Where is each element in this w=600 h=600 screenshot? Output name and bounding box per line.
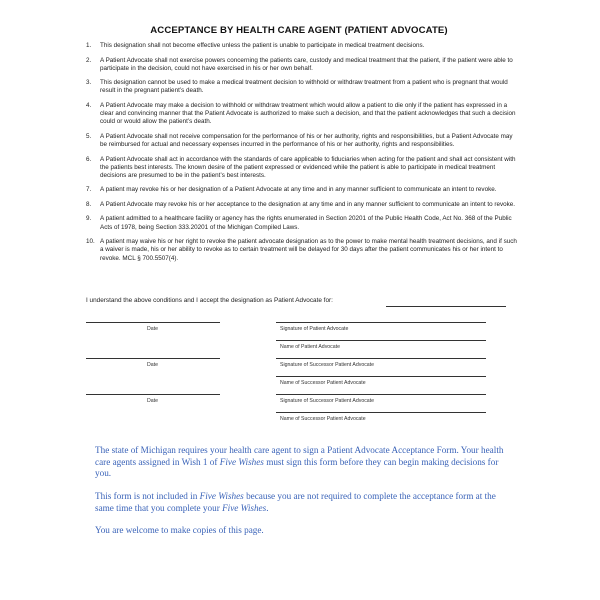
- advocate-name-line[interactable]: [276, 340, 486, 341]
- successor-2-name-label: Name of Successor Patient Advocate: [280, 416, 366, 422]
- date-label-1: Date: [147, 326, 158, 332]
- condition-number: 1.: [86, 42, 92, 49]
- condition-item: [86, 133, 518, 149]
- copies-note: You are welcome to make copies of this page.: [95, 525, 264, 535]
- five-wishes-title: Five Wishes: [199, 491, 244, 501]
- condition-number: 9.: [86, 215, 92, 223]
- condition-item: [86, 156, 518, 181]
- condition-text: This designation cannot be used to make a medical treatment decision to withhold or withdraw treatment from a patient who is pregnant that would result in the pregnant patient’s death.: [100, 79, 508, 95]
- successor-1-signature-label: Signature of Successor Patient Advocate: [280, 362, 375, 368]
- note-text: This form is not included in: [95, 491, 200, 501]
- condition-number: 7.: [86, 186, 92, 194]
- condition-number: 3.: [86, 79, 92, 87]
- condition-text: A patient may waive his or her right to revoke the patient advocate designation as to the power to make mental health treatment decisions, and if such a waiver is made, his or her ability to revoke as to certain treatment will be delayed for 30 days after the patient communicates his or her intent to revoke. MCL § 700.5507(4).: [100, 238, 517, 262]
- patient-name-line[interactable]: [386, 306, 506, 307]
- condition-item: [86, 79, 518, 95]
- condition-number: 8.: [86, 200, 92, 208]
- successor-1-signature-line[interactable]: [276, 358, 486, 359]
- note-text: must sign this form before they can begin making decisions for you.: [95, 456, 499, 479]
- condition-text: A Patient Advocate may make a decision to withhold or withdraw treatment which would allow a patient to die only if the patient has expressed in a clear and convincing manner that the Patient Advocate is authorized to make such a decision, and that the patient acknowledges that such a decision could or would allow the patient’s death.: [100, 101, 516, 126]
- acknowledgement-text: I understand the above conditions and I accept the designation as Patient Advocate for:: [86, 297, 333, 304]
- condition-item: [86, 186, 518, 194]
- advocate-name-label: Name of Patient Advocate: [280, 344, 340, 350]
- advocate-signature-label: Signature of Patient Advocate: [280, 326, 349, 332]
- condition-number: 4.: [86, 101, 92, 109]
- five-wishes-title: Five Wishes: [222, 502, 267, 513]
- date-label-3: Date: [147, 398, 158, 404]
- condition-item: [86, 102, 518, 127]
- condition-item: [86, 238, 518, 263]
- date-label-2: Date: [147, 362, 158, 368]
- successor-2-name-line[interactable]: [276, 412, 486, 413]
- condition-item: [86, 42, 518, 50]
- not-included-note: [95, 491, 515, 514]
- condition-text: A Patient Advocate shall not exercise powers concerning the patients care, custody and medical treatment that the patient, if the patient were able to participate in the decision, could not have exercised in his or her own behalf.: [100, 56, 513, 72]
- condition-text: This designation shall not become effective unless the patient is unable to participate in medical treatment decisions.: [100, 42, 425, 49]
- condition-text: A Patient Advocate shall act in accordance with the standards of care applicable to fiduciaries when acting for the patient and shall act consistent with the patients best interests. The known desire of the patient expressed or evidenced while the patient is able to participate in medical treatment decisions are presumed to be in the patient’s best interests.: [100, 155, 516, 179]
- date-line-3[interactable]: [86, 394, 220, 395]
- successor-2-signature-label: Signature of Successor Patient Advocate: [280, 398, 375, 404]
- date-line-1[interactable]: [86, 322, 220, 323]
- date-line-2[interactable]: [86, 358, 220, 359]
- condition-item: [86, 57, 518, 73]
- page-title: ACCEPTANCE BY HEALTH CARE AGENT (PATIENT ADVOCATE): [150, 25, 448, 36]
- note-text: because you are not required to complete the acceptance form at the same time that you complete your: [95, 491, 496, 513]
- five-wishes-title: Five Wishes: [219, 456, 264, 467]
- michigan-requirement-note: [95, 445, 515, 480]
- note-text: The state of Michigan requires your health care agent to sign a Patient Advocate Acceptance Form. Your health care agents assigned in Wish 1 of: [95, 445, 504, 467]
- condition-item: [86, 215, 518, 231]
- condition-number: 10.: [86, 238, 95, 246]
- condition-number: 5.: [86, 132, 92, 140]
- condition-text: A patient may revoke his or her designation of a Patient Advocate at any time and in any manner sufficient to communicate an intent to revoke.: [100, 186, 497, 194]
- successor-2-signature-line[interactable]: [276, 394, 486, 395]
- condition-text: A Patient Advocate shall not receive compensation for the performance of his or her authority, rights and responsibilities, but a Patient Advocate may be reimbursed for actual and necessary expenses incurred in the performance of his or her authority, rights and responsibilities.: [100, 132, 513, 149]
- condition-number: 6.: [86, 155, 92, 163]
- note-text: .: [266, 502, 269, 513]
- condition-number: 2.: [86, 56, 92, 64]
- condition-text: A patient admitted to a healthcare facility or agency has the rights enumerated in Section 20201 of the Public Health Code, Act No. 368 of the Public Acts of 1978, being Section 333.20201 of the Michigan Compiled Laws.: [100, 215, 512, 231]
- successor-1-name-line[interactable]: [276, 376, 486, 377]
- conditions-list: [86, 42, 518, 269]
- condition-item: [86, 201, 518, 209]
- advocate-signature-line[interactable]: [276, 322, 486, 323]
- successor-1-name-label: Name of Successor Patient Advocate: [280, 380, 366, 386]
- condition-text: A Patient Advocate may revoke his or her acceptance to the designation at any time and in any manner sufficient to communicate an intent to revoke.: [100, 200, 516, 208]
